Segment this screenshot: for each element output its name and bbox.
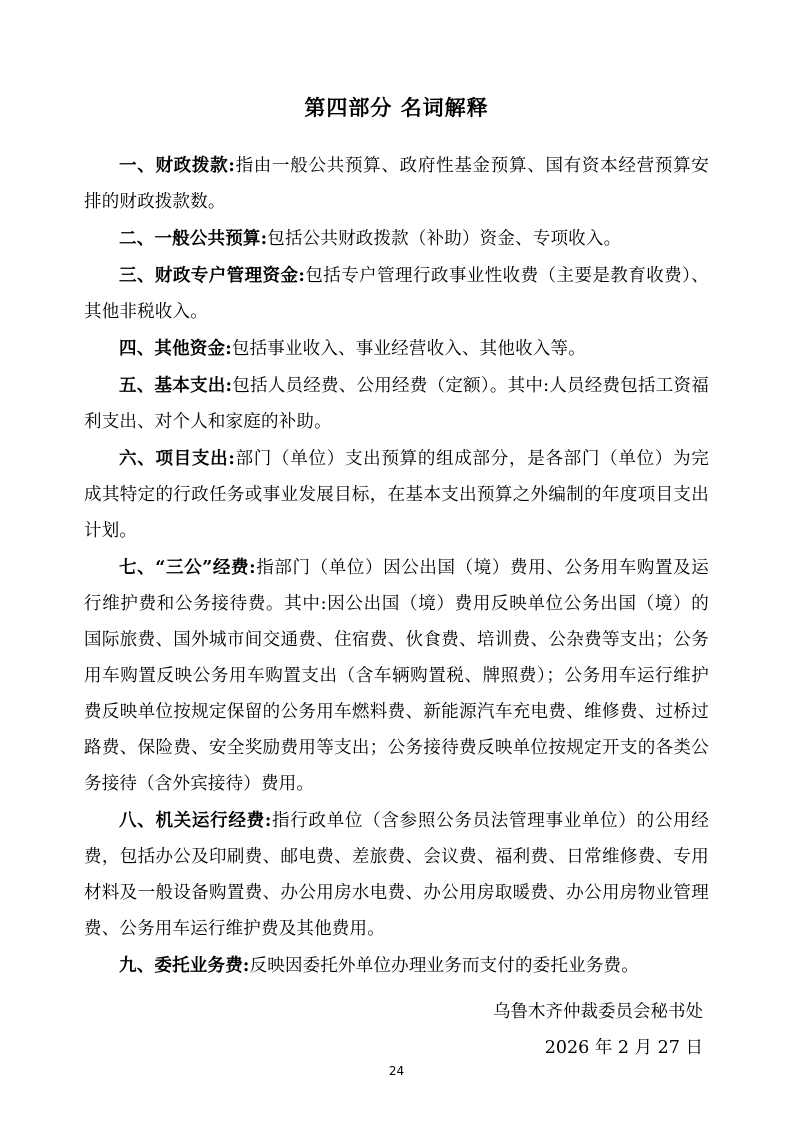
page-number: 24	[388, 1064, 405, 1078]
definition-term: 三、财政专户管理资金:	[119, 266, 306, 286]
page-title: 第四部分 名词解释	[304, 95, 489, 120]
definition-item	[84, 948, 709, 984]
definition-term: 八、机关运行经费:	[119, 811, 272, 831]
definition-body: 部门（单位）支出预算的组成部分，是各部门（单位）为完成其特定的行政任务或事业发展目标，在基本支出预算之外编制的年度项目支出计划。	[84, 449, 709, 541]
definition-item	[84, 368, 709, 440]
date-line: 2026 年 2 月 27 日	[544, 1038, 703, 1058]
definition-item	[84, 258, 709, 330]
definition-item	[84, 550, 709, 802]
definition-item	[84, 148, 709, 220]
definition-term: 四、其他资金:	[119, 339, 232, 359]
definition-body: 包括公共财政拨款（补助）资金、专项收入。	[267, 229, 622, 249]
definition-term: 二、一般公共预算:	[119, 229, 268, 249]
definition-term: 五、基本支出:	[119, 376, 233, 396]
definition-item	[84, 221, 709, 257]
definition-item	[84, 441, 709, 549]
definition-term: 七、“三公”经费:	[119, 558, 256, 578]
definition-term: 六、项目支出:	[119, 449, 236, 469]
definition-term: 一、财政拨款:	[119, 156, 236, 176]
definition-body: 反映因委托外单位办理业务而支付的委托业务费。	[249, 956, 639, 976]
definition-item	[84, 803, 709, 947]
definition-body: 包括专户管理行政事业性收费（主要是教育收费）、其他非税收入。	[84, 266, 709, 322]
definition-body: 包括事业收入、事业经营收入、其他收入等。	[231, 339, 586, 359]
definition-body: 指行政单位（含参照公务员法管理事业单位）的公用经费，包括办公及印刷费、邮电费、差旅费、会议费、福利费、日常维修费、专用材料及一般设备购置费、办公用房水电费、办公用房取暖费、办公用房物业管理费、公务用车运行维护费及其他费用。	[84, 811, 709, 939]
definition-body: 指部门（单位）因公出国（境）费用、公务用车购置及运行维护费和公务接待费。其中:因公出国（境）费用反映单位公务出国（境）的国际旅费、国外城市间交通费、住宿费、伙食费、培训费、公杂费等支出；公务用车购置反映公务用车购置支出（含车辆购置税、牌照费）；公务用车运行维护费反映单位按规定保留的公务用车燃料费、新能源汽车充电费、维修费、过桥过路费、保险费、安全奖励费用等支出；公务接待费反映单位按规定开支的各类公务接待（含外宾接待）费用。	[84, 558, 709, 794]
definition-body: 指由一般公共预算、政府性基金预算、国有资本经营预算安排的财政拨款数。	[84, 156, 709, 212]
definition-term: 九、委托业务费:	[119, 956, 250, 976]
definition-item	[84, 331, 709, 367]
signature-line: 乌鲁木齐仲裁委员会秘书处	[493, 1002, 703, 1022]
definition-body: 包括人员经费、公用经费（定额）。其中:人员经费包括工资福利支出、对个人和家庭的补助。	[84, 376, 709, 432]
